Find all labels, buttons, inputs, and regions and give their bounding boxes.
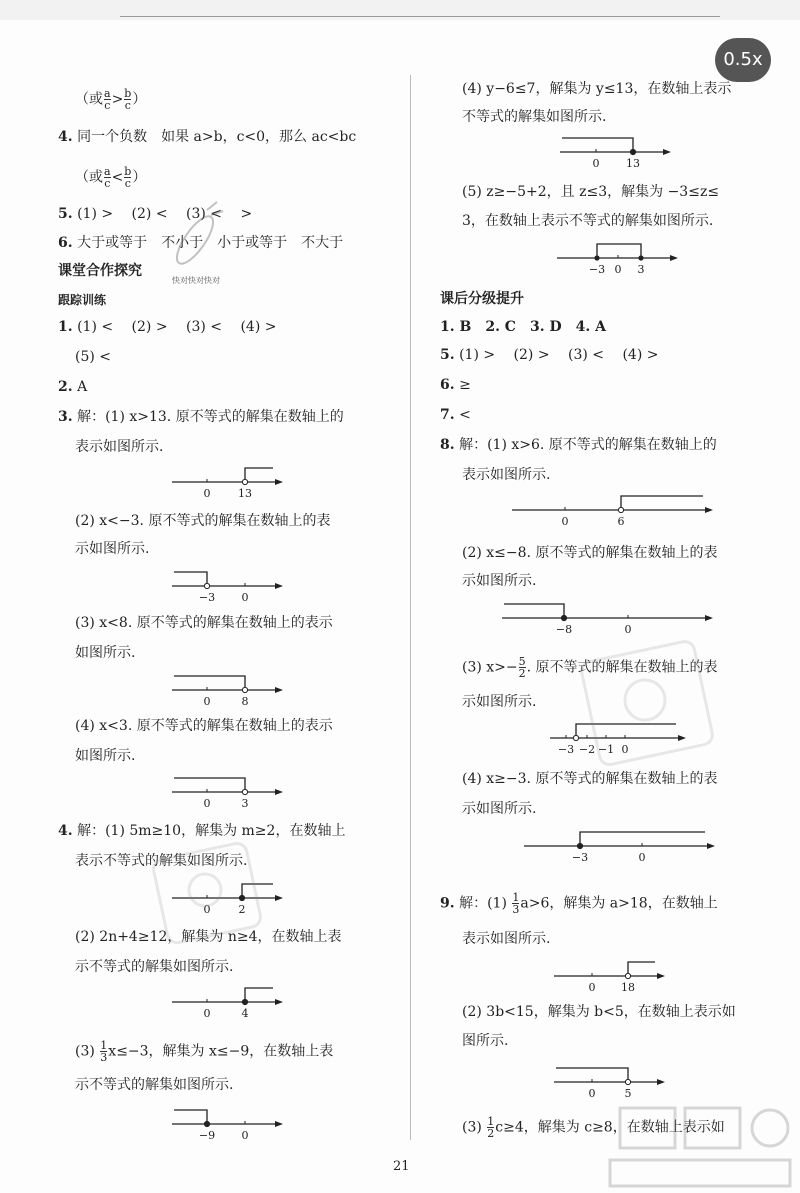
solution-segment bbox=[597, 244, 641, 258]
track-1: 1. (1) < (2) > (3) < (4) > bbox=[58, 319, 277, 335]
track-3-p1: 3. 解：(1) x>13. 原不等式的解集在数轴上的 bbox=[58, 409, 344, 425]
after-8-p2: (2) x≤−8. 原不等式的解集在数轴上的表 bbox=[462, 545, 718, 561]
solution-ray bbox=[245, 988, 273, 1002]
number-line bbox=[170, 772, 285, 812]
track-3-p3b: 如图所示. bbox=[75, 645, 136, 661]
tick-label: 3 bbox=[637, 263, 645, 276]
axis-arrow-icon bbox=[670, 255, 678, 261]
tick-label: 0 bbox=[203, 1007, 211, 1020]
tick-label: 0 bbox=[588, 1087, 596, 1100]
solution-ray bbox=[621, 496, 703, 510]
after-7: 7. < bbox=[440, 407, 471, 423]
after-5: 5. (1) > (2) > (3) < (4) > bbox=[440, 347, 659, 363]
r-answer-5: (5) z≥−5+2，且 z≤3，解集为 −3≤z≤ bbox=[462, 184, 720, 200]
closed-point bbox=[594, 255, 599, 260]
tick-label: 2 bbox=[238, 903, 246, 916]
axis-arrow-icon bbox=[705, 507, 713, 513]
watermark-stamp-icon bbox=[580, 640, 720, 770]
track-4-p1b: 表示不等式的解集如图所示. bbox=[75, 853, 248, 869]
tick-label: 0 bbox=[203, 797, 211, 810]
track-3-p3: (3) x<8. 原不等式的解集在数轴上的表示 bbox=[75, 615, 333, 631]
number-line bbox=[170, 982, 285, 1022]
fraction: $\frac{a}{c}$ bbox=[104, 165, 111, 190]
tick-label: 0 bbox=[592, 157, 600, 170]
fraction: $\frac{1}{2}$ bbox=[487, 1115, 495, 1140]
axis-arrow-icon bbox=[707, 843, 715, 849]
after-6: 6. ≥ bbox=[440, 377, 471, 393]
track-3-p4: (4) x<3. 原不等式的解集在数轴上的表示 bbox=[75, 718, 333, 734]
axis-arrow-icon bbox=[705, 615, 713, 621]
tick-label: 0 bbox=[588, 981, 596, 994]
number-line bbox=[552, 1062, 667, 1102]
fraction: $\frac{b}{c}$ bbox=[124, 165, 132, 190]
number-line bbox=[558, 132, 673, 172]
number-line bbox=[170, 670, 285, 710]
watermark-stamp-icon bbox=[150, 840, 270, 950]
open-point bbox=[242, 479, 247, 484]
number-line bbox=[510, 490, 715, 530]
after-8-p3: (3) x>− $\frac{5}{2}$ . 原不等式的解集在数轴上的表 bbox=[462, 655, 718, 680]
track-3-p2: (2) x<−3. 原不等式的解集在数轴上的表 bbox=[75, 513, 331, 529]
track-3-p4b: 如图所示. bbox=[75, 748, 136, 764]
tick-label: 0 bbox=[241, 591, 249, 604]
tick-label: 13 bbox=[626, 157, 640, 170]
after-8-p2b: 示如图所示. bbox=[462, 573, 537, 589]
open-point bbox=[242, 789, 247, 794]
after-9-p3: (3) $\frac{1}{2}$ c≥4，解集为 c≥8，在数轴上表示如 bbox=[462, 1115, 725, 1140]
solution-ray bbox=[245, 468, 273, 482]
after-8-p1b: 表示如图所示. bbox=[462, 467, 551, 483]
subsection-title-tracking: 跟踪训练 bbox=[58, 293, 107, 307]
fraction: $\frac{1}{3}$ bbox=[100, 1039, 108, 1064]
answer-5: 5. (1) > (2) < (3) < > bbox=[58, 206, 253, 222]
tick-label: 0 bbox=[203, 903, 211, 916]
tick-label: −2 bbox=[578, 743, 596, 756]
closed-point bbox=[204, 1121, 209, 1126]
tick-label: 8 bbox=[241, 695, 249, 708]
axis-arrow-icon bbox=[275, 999, 283, 1005]
r-answer-4b: 不等式的解集如图所示. bbox=[462, 109, 607, 125]
number-line bbox=[170, 566, 285, 606]
after-8-p1: 8. 解：(1) x>6. 原不等式的解集在数轴上的 bbox=[440, 437, 717, 453]
stamp-caption: 快对快对快对 bbox=[172, 276, 220, 285]
after-9-p2: (2) 3b<15，解集为 b<5，在数轴上表示如 bbox=[462, 1004, 736, 1020]
r-answer-5b: 3，在数轴上表示不等式的解集如图所示. bbox=[462, 213, 714, 229]
solution-ray bbox=[174, 778, 245, 792]
tick-label: −3 bbox=[198, 591, 216, 604]
number-line bbox=[170, 462, 285, 502]
tick-label: 0 bbox=[203, 695, 211, 708]
tick-label: 3 bbox=[241, 797, 249, 810]
axis-arrow-icon bbox=[275, 1121, 283, 1127]
tick-label: 5 bbox=[624, 1087, 632, 1100]
tick-label: 0 bbox=[638, 851, 646, 864]
tick-label: 0 bbox=[621, 743, 629, 756]
after-8-p4: (4) x≥−3. 原不等式的解集在数轴上的表 bbox=[462, 771, 718, 787]
tick-label: 4 bbox=[241, 1007, 249, 1020]
number-line bbox=[500, 598, 715, 638]
after-9-p1b: 表示如图所示. bbox=[462, 931, 551, 947]
tick-label: 6 bbox=[617, 515, 625, 528]
axis-arrow-icon bbox=[275, 789, 283, 795]
closed-point bbox=[577, 843, 582, 848]
section-title-class: 课堂合作探究 bbox=[58, 263, 142, 279]
after-8-p3b: 示如图所示. bbox=[462, 694, 537, 710]
open-point bbox=[204, 583, 209, 588]
page-number: 21 bbox=[393, 1159, 410, 1174]
closed-point bbox=[638, 255, 643, 260]
track-3-p1b: 表示如图所示. bbox=[75, 439, 164, 455]
tick-label: 0 bbox=[614, 263, 622, 276]
tick-label: −1 bbox=[597, 743, 615, 756]
zoom-badge[interactable]: 0.5x bbox=[715, 38, 771, 82]
carrot-stamp-icon bbox=[165, 195, 235, 275]
closed-point bbox=[242, 999, 247, 1004]
number-line bbox=[170, 1104, 285, 1144]
track-4-p2: (2) 2n+4≥12，解集为 n≥4，在数轴上表 bbox=[75, 929, 342, 945]
open-point bbox=[625, 973, 630, 978]
track-4-p1: 4. 解：(1) 5m≥10，解集为 m≥2，在数轴上 bbox=[58, 823, 346, 839]
closed-point bbox=[630, 149, 635, 154]
track-1-cont: (5) < bbox=[75, 349, 112, 365]
site-watermark-logo bbox=[600, 1100, 800, 1193]
solution-ray bbox=[562, 138, 633, 152]
solution-ray bbox=[174, 676, 245, 690]
tick-label: −3 bbox=[571, 851, 589, 864]
after-1-4: 1. B 2. C 3. D 4. A bbox=[440, 319, 606, 335]
axis-arrow-icon bbox=[275, 479, 283, 485]
column-divider bbox=[410, 75, 411, 1140]
number-line bbox=[522, 826, 717, 866]
tick-label: 18 bbox=[621, 981, 635, 994]
tick-label: 0 bbox=[203, 487, 211, 500]
axis-arrow-icon bbox=[663, 149, 671, 155]
number-line bbox=[552, 956, 667, 996]
answer-6: 6. 大于或等于 不小于 小于或等于 不大于 bbox=[58, 235, 344, 251]
tick-label: 13 bbox=[238, 487, 252, 500]
tick-label: −9 bbox=[198, 1129, 216, 1142]
track-2: 2. A bbox=[58, 379, 88, 395]
or-frac-line-1: （或 $\frac{a}{c}$ > $\frac{b}{c}$ ） bbox=[75, 87, 147, 112]
fraction: $\frac{b}{c}$ bbox=[124, 87, 132, 112]
axis-arrow-icon bbox=[275, 687, 283, 693]
open-point bbox=[242, 687, 247, 692]
axis-arrow-icon bbox=[657, 1079, 665, 1085]
answer-4: 4. 同一个负数 如果 a>b，c<0，那么 ac<bc bbox=[58, 129, 357, 145]
r-answer-4: (4) y−6≤7，解集为 y≤13，在数轴上表示 bbox=[462, 81, 732, 97]
solution-ray bbox=[174, 1110, 207, 1124]
axis-arrow-icon bbox=[275, 895, 283, 901]
solution-ray bbox=[174, 572, 207, 586]
tick-label: −3 bbox=[557, 743, 575, 756]
solution-ray bbox=[628, 962, 655, 976]
tick-label: 0 bbox=[241, 1129, 249, 1142]
open-point bbox=[625, 1079, 630, 1084]
axis-arrow-icon bbox=[657, 973, 665, 979]
after-9-p1: 9. 解：(1) $\frac{1}{3}$ a>6，解集为 a>18，在数轴上 bbox=[440, 891, 718, 916]
solution-ray bbox=[504, 604, 564, 618]
after-8-p4b: 示如图所示. bbox=[462, 801, 537, 817]
tick-label: −3 bbox=[588, 263, 606, 276]
fraction: $\frac{1}{3}$ bbox=[512, 891, 520, 916]
header-rule bbox=[120, 16, 720, 17]
tick-label: 0 bbox=[624, 623, 632, 636]
track-4-p2b: 示不等式的解集如图所示. bbox=[75, 959, 234, 975]
fraction: $\frac{a}{c}$ bbox=[104, 87, 111, 112]
top-bar bbox=[0, 0, 800, 20]
open-point bbox=[618, 507, 623, 512]
tick-label: 0 bbox=[561, 515, 569, 528]
fraction: $\frac{5}{2}$ bbox=[518, 655, 526, 680]
track-4-p3: (3) $\frac{1}{3}$ x≤−3，解集为 x≤−9，在数轴上表 bbox=[75, 1039, 334, 1064]
number-line bbox=[555, 238, 680, 278]
axis-arrow-icon bbox=[275, 583, 283, 589]
track-3-p2b: 示如图所示. bbox=[75, 541, 150, 557]
open-point bbox=[573, 735, 578, 740]
or-frac-line-2: （或 $\frac{a}{c}$ < $\frac{b}{c}$ ） bbox=[75, 165, 147, 190]
closed-point bbox=[561, 615, 566, 620]
tick-label: −8 bbox=[555, 623, 573, 636]
after-9-p2b: 图所示. bbox=[462, 1033, 509, 1049]
section-title-after-class: 课后分级提升 bbox=[440, 291, 524, 307]
track-4-p3b: 示不等式的解集如图所示. bbox=[75, 1077, 234, 1093]
